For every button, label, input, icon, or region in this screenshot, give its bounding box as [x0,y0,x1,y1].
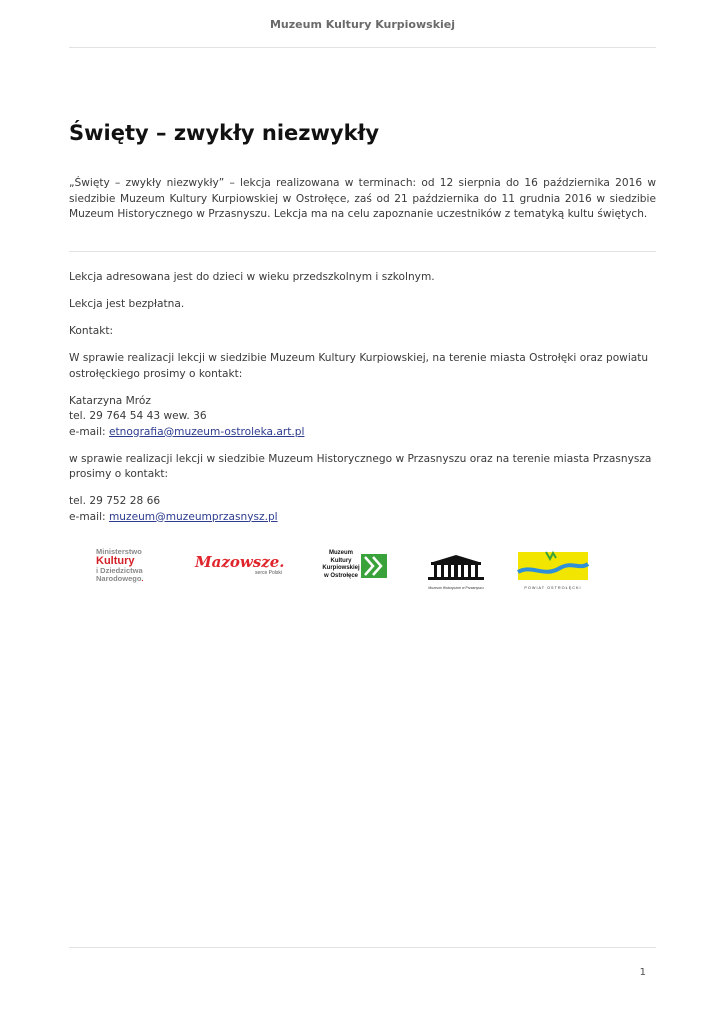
mkk-line1: Muzeum [329,550,353,556]
przasnysz-email-link[interactable]: muzeum@muzeumprzasnysz.pl [108,510,278,523]
intro-divider [69,251,656,252]
footer-divider [69,947,656,948]
museum-building-icon [425,554,487,582]
article-content [69,270,656,537]
ostroleka-email-link[interactable]: etnografia@muzeum-ostroleka.art.pl [108,425,305,438]
ministerstwo-kultury-logo [96,548,176,583]
free-text: Lekcja jest bezpłatna. [69,298,185,310]
contact-email-label: e-mail: [69,425,109,438]
przasnysz-contact-intro: w sprawie realizacji lekcji w siedzibie Muzeum Historycznego w Przasnyszu oraz na terenie miasta Przasnysza prosimy o kontakt: [69,452,652,480]
mkk-line2: Kultury [330,557,352,564]
muzeum-kultury-kurpiowskiej-logo [321,548,391,592]
sponsor-logos [85,542,615,594]
header-title: Muzeum Kultury Kurpiowskiej [269,18,456,31]
red-dot-icon: . [141,574,144,583]
ostroleka-contact-intro: W sprawie realizacji lekcji w siedzibie Muzeum Kultury Kurpiowskiej, na terenie miasta Ostrołęki oraz powiatu ostrołęckiego prosimy o kontakt: [69,352,649,380]
page-number: 1 [639,967,646,978]
ostroleka-contact-block [69,394,656,441]
contact-email-label: e-mail: [69,510,109,523]
muzeum-historyczne-caption: Muzeum Historyczne w Przasnyszu [428,586,484,590]
mkk-line4: w Ostrołęce [323,572,358,579]
mazowsze-name: Mazowsze. [195,553,285,571]
mkk-line3: Kurpiowskiej [322,565,360,571]
muzeum-historyczne-logo [425,554,487,592]
page-title: Święty – zwykły niezwykły [69,121,380,145]
ministerstwo-line4: Narodowego [96,574,142,583]
ministerstwo-line2: Kultury [96,555,135,567]
mazowsze-tagline: serce Polski [255,570,282,576]
powiat-emblem-icon [516,550,590,582]
mazowsze-logo [195,554,290,576]
powiat-caption: POWIAT OSTROŁĘCKI [524,586,582,590]
contact-name: Katarzyna Mróz [69,394,151,407]
contact-phone: tel. 29 752 28 66 [69,495,161,507]
header-divider [69,47,656,48]
contact-phone: tel. 29 764 54 43 wew. 36 [69,410,207,422]
mkk-emblem-icon [361,554,387,578]
audience-text: Lekcja adresowana jest do dzieci w wieku przedszkolnym i szkolnym. [69,271,435,283]
intro-paragraph: „Święty – zwykły niezwykły” – lekcja realizowana w terminach: od 12 sierpnia do 16 października 2016 w siedzibie Muzeum Kultury Kurpiowskiej w Ostrołęce, zaś od 21 października do 11 grudnia 2016 w siedzibie Muzeum Historycznego w Przasnyszu. Lekcja ma na celu zapoznanie uczestników z tematyką kultu świętych. [69,177,656,220]
powiat-ostrolecki-logo [516,550,590,590]
ministerstwo-line1: Ministerstwo [96,547,142,556]
ministerstwo-line3: i Dziedzictwa [96,566,143,575]
przasnysz-contact-block [69,494,656,525]
contact-label: Kontakt: [69,325,114,337]
